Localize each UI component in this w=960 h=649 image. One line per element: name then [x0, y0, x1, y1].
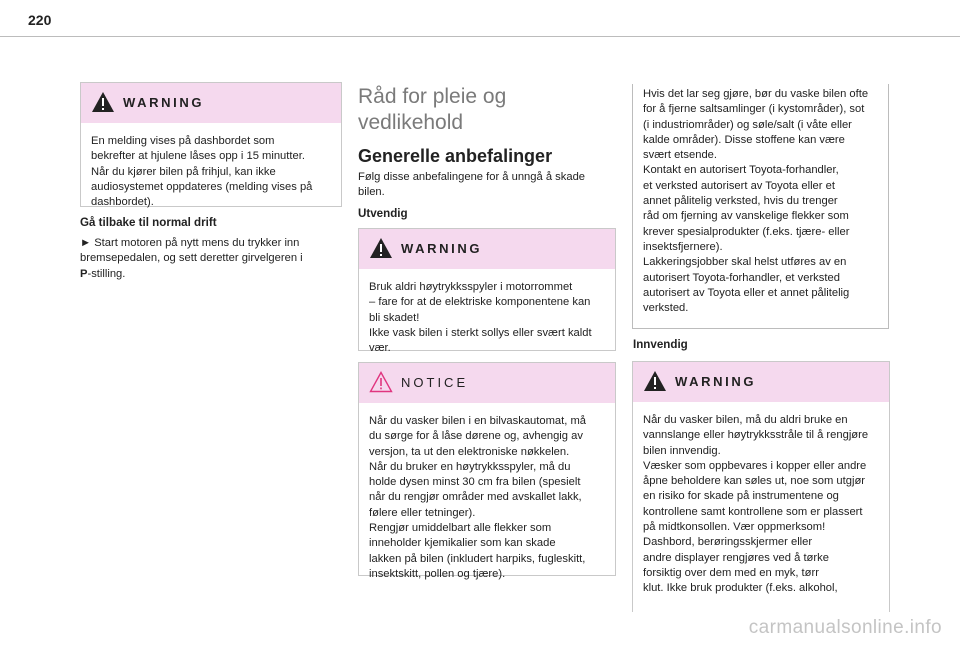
page-number: 220: [28, 12, 52, 28]
continued-box-bottom: [632, 328, 889, 329]
top-divider: [0, 36, 960, 37]
notice-text: Når du vasker bilen i en bilvaskautomat, må du sørge for å låse dørene og, avhengig av versjon, ta ut den elektroniske nøkkelen. Når du bruker en høytrykksspyler, må du holde dysen minst 30 cm fra bilen (spesielt når du rengjør områder med avskallet lakk, følere eller tetninger). Rengjør umiddelbart alle flekker som inneholder kjemikalier som kan skade lakken på bilen (inkludert harpiks, fugleskitt, insektskitt, pollen og tjære).: [369, 415, 587, 580]
step-arrow-icon: ►: [80, 237, 92, 249]
continuation-rule-right: [888, 84, 889, 328]
warning-box-unlock: [80, 82, 342, 207]
notice-box-exterior: [358, 362, 616, 580]
warning-text: Når du vasker bilen, må du aldri bruke en vannslange eller høytrykksstråle til å rengjøre bilen innvendig. Væsker som oppbevares i kopper eller andre åpne beholdere kan søles ut, noe som utgjør en risiko for skade på instrumentene og kontrollene samt kontrollene som er plassert på midtkonsollen. Vær oppmerksom! Dashbord, berøringsskjermer eller andre displayer rengjøres ved å tørke forsiktig over dem med en myk, tørr klut. Ikke bruk produkter (f.eks. alkohol,: [643, 414, 869, 595]
subheading-exterior: Utvendig: [358, 207, 408, 220]
warning-header: [359, 229, 615, 269]
heading-general: Generelle anbefalinger: [358, 146, 553, 166]
intro-text: Følg disse anbefalingene for å unngå å skade bilen.: [358, 171, 586, 199]
notice-triangle-icon: [369, 371, 393, 393]
warning-triangle-icon: [369, 237, 393, 259]
warning-label: WARNING: [123, 95, 205, 110]
continuation-rule: [632, 84, 633, 328]
warning-header: [81, 83, 341, 123]
warning-label: WARNING: [675, 374, 757, 389]
footer-watermark: carmanualsonline.info: [748, 617, 942, 638]
warning-box-interior: [632, 361, 890, 612]
notice-label: NOTICE: [401, 375, 469, 390]
warning-header: [633, 362, 889, 402]
warning-box-exterior: [358, 228, 616, 355]
warning-triangle-icon: [91, 91, 115, 113]
warning-text: Bruk aldri høytrykksspyler i motorrommet – fare for at de elektriske komponentene kan bli skadet! Ikke vask bilen i sterkt sollys eller svært kaldt vær.: [369, 281, 592, 355]
step-restart: ► Start motoren på nytt mens du trykker inn bremsepedalen, og sett deretter girvelgeren i P-stilling.: [80, 237, 303, 280]
warning-label: WARNING: [401, 241, 483, 256]
warning-triangle-icon: [643, 370, 667, 392]
warning-text: En melding vises på dashbordet som bekrefter at hjulene låses opp i 15 minutter. Når du kjører bilen på frihjul, kan ikke audiosystemet oppdateres (melding vises på dashbordet).: [91, 135, 313, 209]
subheading-interior: Innvendig: [633, 338, 688, 351]
notice-header: [359, 363, 615, 403]
section-title: Råd for pleie og vedlikehold: [358, 85, 507, 134]
subheading-normal-drive: Gå tilbake til normal drift: [80, 216, 217, 229]
continued-box-text: Hvis det lar seg gjøre, bør du vaske bilen ofte for å fjerne saltsamlinger (i kystområder), sot (i industriområder) og søle/salt (i våte eller kalde områder). Disse stoffene kan være svært etsende. Kontakt en autorisert Toyota-forhandler, et verksted autorisert av Toyota eller et annet pålitelig verksted, hvis du trenger råd om fjerning av vanskelige flekker som krever spesialprodukter (f.eks. tjære- eller insektsfjernere). Lakkeringsjobber skal helst utføres av en autorisert Toyota-forhandler, et verksted autorisert av Toyota eller et annet pålitelig verksted.: [643, 88, 869, 315]
